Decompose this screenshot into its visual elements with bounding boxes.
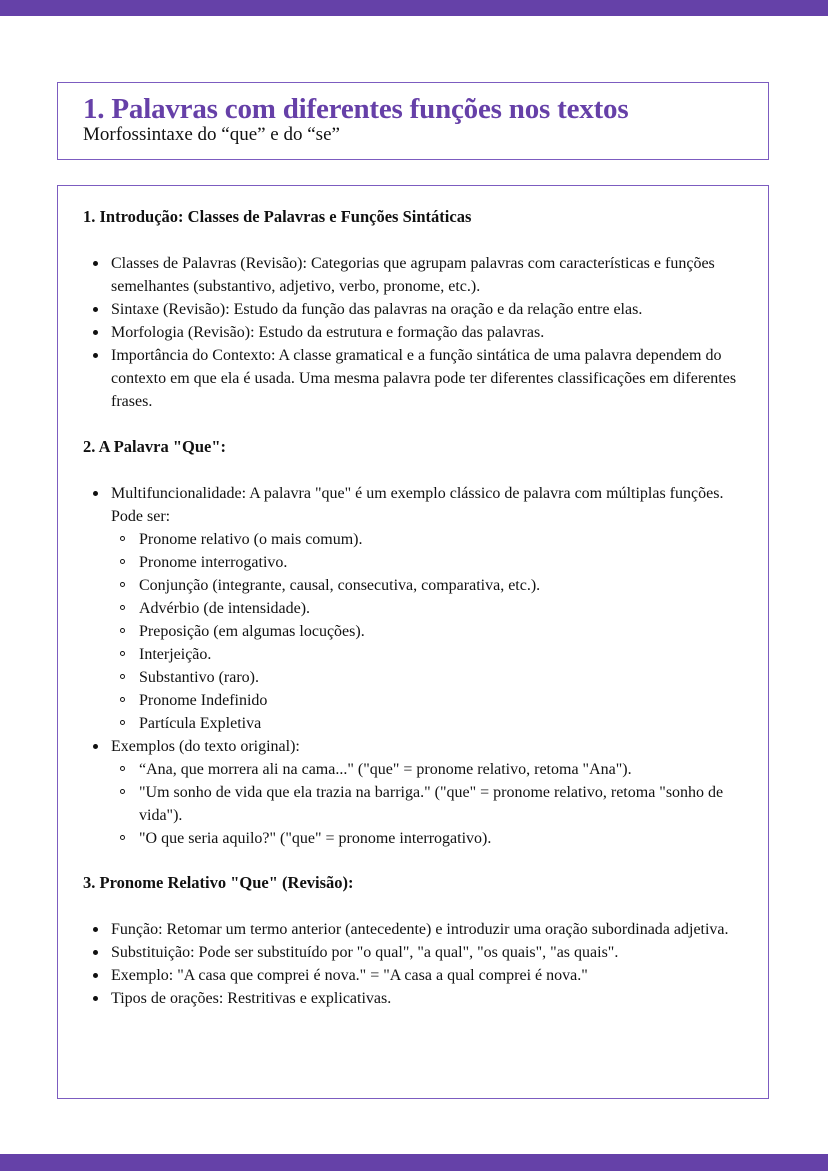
sub-list-item: Pronome Indefinido (139, 689, 738, 712)
sub-list-item: Pronome interrogativo. (139, 551, 738, 574)
list-item: Função: Retomar um termo anterior (antecedente) e introduzir uma oração subordinada adjetiva. (111, 918, 738, 941)
list-item: Sintaxe (Revisão): Estudo da função das palavras na oração e da relação entre elas. (111, 298, 738, 321)
sub-list-item: "O que seria aquilo?" ("que" = pronome interrogativo). (139, 827, 738, 850)
list-item (111, 735, 738, 850)
list-item: Morfologia (Revisão): Estudo da estrutura e formação das palavras. (111, 321, 738, 344)
sub-list-item: Conjunção (integrante, causal, consecutiva, comparativa, etc.). (139, 574, 738, 597)
section-heading: 2. A Palavra "Que": (83, 437, 226, 456)
list-item-text: Multifuncionalidade: A palavra "que" é um exemplo clássico de palavra com múltiplas funções. Pode ser: (111, 485, 724, 525)
bottom-accent-bar (0, 1154, 828, 1171)
title-box (57, 82, 769, 160)
page-title: 1. Palavras com diferentes funções nos textos (83, 93, 629, 125)
top-accent-bar (0, 0, 828, 16)
sub-list-item: Partícula Expletiva (139, 712, 738, 735)
sub-list (111, 758, 738, 850)
bullet-list (83, 252, 738, 413)
list-item: Tipos de orações: Restritivas e explicativas. (111, 987, 738, 1010)
list-item: Exemplo: "A casa que comprei é nova." = "A casa a qual comprei é nova." (111, 964, 738, 987)
sub-list-item: Interjeição. (139, 643, 738, 666)
sub-list-item: "Um sonho de vida que ela trazia na barriga." ("que" = pronome relativo, retoma "sonho de vida"). (139, 781, 738, 827)
list-item: Substituição: Pode ser substituído por "o qual", "a qual", "os quais", "as quais". (111, 941, 738, 964)
sub-list-item: “Ana, que morrera ali na cama..." ("que" = pronome relativo, retoma "Ana"). (139, 758, 738, 781)
sub-list-item: Advérbio (de intensidade). (139, 597, 738, 620)
sub-list (111, 528, 738, 735)
page-subtitle: Morfossintaxe do “que” e do “se” (83, 124, 340, 145)
section-heading: 3. Pronome Relativo "Que" (Revisão): (83, 873, 354, 892)
list-item (111, 482, 738, 735)
bullet-list (83, 918, 738, 1010)
sub-list-item: Pronome relativo (o mais comum). (139, 528, 738, 551)
content-box (57, 185, 769, 1099)
bullet-list (83, 482, 738, 850)
list-item: Classes de Palavras (Revisão): Categorias que agrupam palavras com características e funções semelhantes (substantivo, adjetivo, verbo, pronome, etc.). (111, 252, 738, 298)
sub-list-item: Substantivo (raro). (139, 666, 738, 689)
sub-list-item: Preposição (em algumas locuções). (139, 620, 738, 643)
section-heading: 1. Introdução: Classes de Palavras e Funções Sintáticas (83, 207, 472, 226)
list-item-text: Exemplos (do texto original): (111, 738, 300, 755)
list-item: Importância do Contexto: A classe gramatical e a função sintática de uma palavra dependem do contexto em que ela é usada. Uma mesma palavra pode ter diferentes classificações em diferentes frases. (111, 344, 738, 413)
